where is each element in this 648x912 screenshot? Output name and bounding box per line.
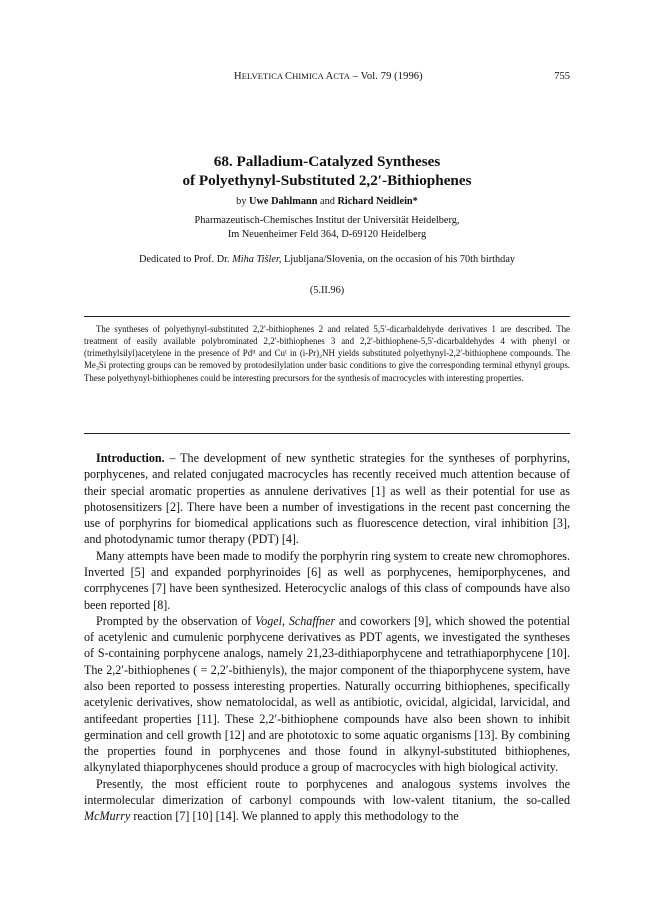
- author-2: Richard Neidlein*: [337, 196, 418, 207]
- title-line-2: of Polyethynyl-Substituted 2,2′-Bithiophenes: [182, 171, 472, 189]
- received-date: (5.II.96): [309, 285, 345, 296]
- title-line-1: 68. Palladium-Catalyzed Syntheses: [213, 153, 441, 170]
- paragraph-4: Presently, the most efficient route to porphycenes and analogous systems involves the intermolecular dimerization of carbonyl compounds with low-valent titanium, the so-called McMurry reaction [7] [10] [14]. We planned to apply this methodology to the: [84, 776, 570, 824]
- abstract-bottom-rule: [84, 433, 570, 434]
- abstract: [84, 323, 570, 384]
- article-title: [84, 153, 570, 190]
- page-number: 755: [554, 71, 570, 82]
- paragraph-1: Introduction. – The development of new synthetic strategies for the syntheses of porphyrins, porphycenes, and related conjugated macrocycles has recently received much attention because of their special aromatic properties as annulene derivatives [1] as well as their potential for use as photosensitizers [2]. There have been a number of investigations in the recent past concerning the use of porphyrins for biomedical applications such as fluorescence detection, viral inhibition [3], and photodynamic tumor therapy (PDT) [4].: [84, 451, 570, 547]
- author-1: Uwe Dahlmann: [249, 196, 318, 207]
- body-text: [84, 450, 570, 824]
- running-header: [84, 71, 570, 85]
- section-heading-introduction: Introduction.: [96, 451, 165, 465]
- abstract-text: The syntheses of polyethynyl-substituted 2,2′-bithiophenes 2 and related 5,5′-dicarbaldehyde derivatives 1 are described. The treatment of easily available polybrominated 2,2′-bithiophenes 3 and 2,2′-bithiophene-5,5′-dicarbaldehydes 4 with phenyl or (trimethylsilyl)acetylene in the presence of Pdᴵᴵ and Cuᴵ in (i-Pr)₂NH yields substituted polyethynyl-2,2′-bithiophene compounds. The Me₃Si protecting groups can be removed by protodesilylation under basic conditions to give the corresponding terminal ethynyl groups. These polyethynyl-bithiophenes could be interesting precursors for the synthesis of macrocycles with interesting properties.: [84, 324, 570, 383]
- abstract-top-rule: [84, 316, 570, 317]
- journal-citation: HELVETICA CHIMICA ACTA – Vol. 79 (1996): [234, 71, 423, 82]
- affiliation: Pharmazeutisch-Chemisches Institut der Universität Heidelberg, Im Neuenheimer Feld 364, D-69120 Heidelberg: [194, 215, 460, 240]
- paragraph-2: Many attempts have been made to modify the porphyrin ring system to create new chromophores. Inverted [5] and expanded porphyrinoides [6] as well as porphycenes, hemiporphycenes, and corrphycenes [7] have been synthesized. Heterocyclic analogs of this class of compounds have also been reported [8].: [84, 548, 570, 612]
- author-line: by Uwe Dahlmann and Richard Neidlein*: [236, 196, 418, 207]
- dedication: Dedicated to Prof. Dr. Miha Tišler, Ljubljana/Slovenia, on the occasion of his 70th birthday: [138, 254, 516, 265]
- paragraph-3: Prompted by the observation of Vogel, Schaffner and coworkers [9], which showed the potential of acetylenic and cumulenic porphycene derivatives as PDT agents, we investigated the syntheses of S-containing porphycene analogs, namely 21,23-dithiaporphycene and tetrathiaporphycene [10]. The 2,2′-bithiophenes ( = 2,2′-bithienyls), the major component of the thiaporphycene system, have also been reported to possess interesting properties. Naturally occurring bithiophenes, specifically acetylenic derivatives, show nematolocidal, as well as antibiotic, ovicidal, algicidal, larvicidal, and antifeedant properties [11]. These 2,2′-bithiophene compounds have also been shown to inhibit germination and cell growth [12] and are phototoxic to some aquatic organisms [13]. By combining the properties found in porphycenes and those found in alkynyl-substituted bithiophenes, alkynylated thiaporphycenes should produce a group of macrocycles with high biological activity.: [84, 613, 571, 775]
